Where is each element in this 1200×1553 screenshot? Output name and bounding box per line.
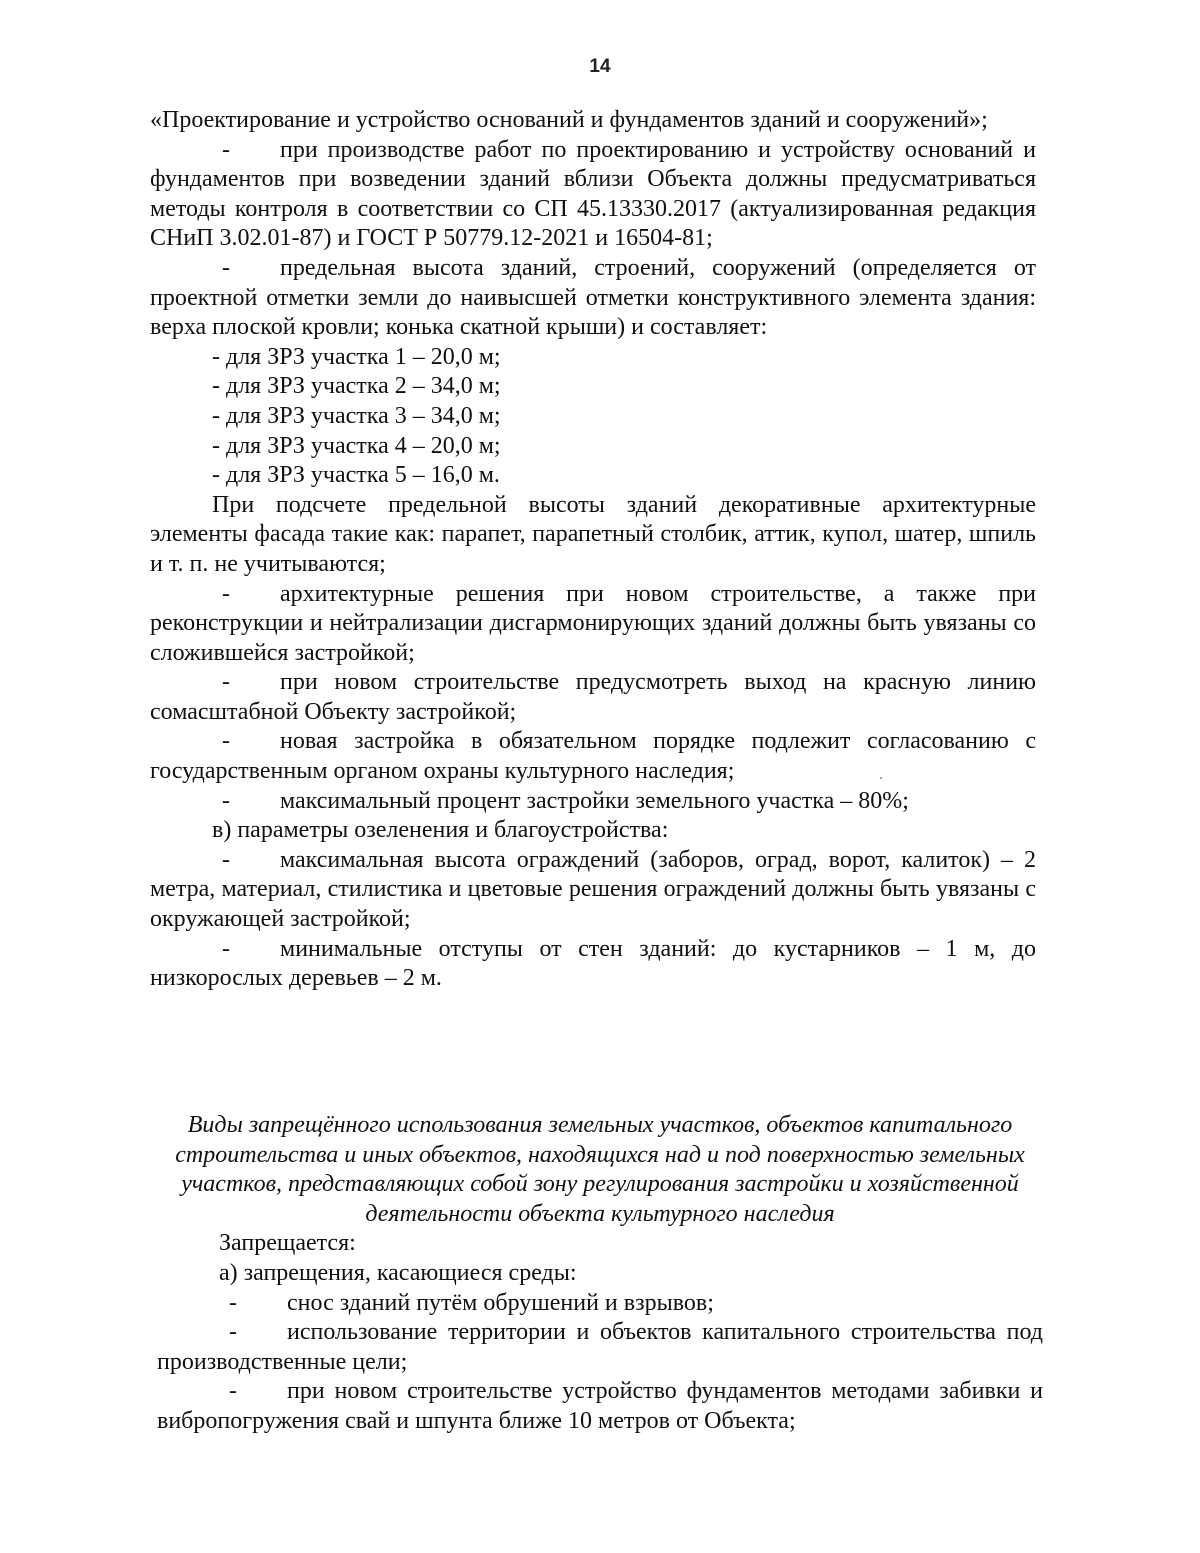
height-zone-5: - для ЗРЗ участка 5 – 16,0 м. — [212, 462, 500, 489]
dash-marker: - — [222, 669, 230, 696]
section-heading: Виды запрещённого использования земельных участков, объектов капитального строительства и иных объектов, находящихся над и под поверхностью земельных участков, представляющих собой зону регулирования застройки и хозяйственной деятельности объекта культурного наследия — [175, 1112, 1025, 1227]
dash-marker: - — [222, 935, 230, 962]
list-item-text: при производстве работ по проектированию и устройству оснований и фундаментов при возведении зданий вблизи Объекта должны предусматриваться методы контроля в соответствии со СП 45.13330.2017 (актуализированная редакция СНиП 3.02.01-87) и ГОСТ Р 50779.12-2021 и 16504-81; — [150, 136, 1036, 252]
list-item-text: при новом строительстве устройство фундаментов методами забивки и вибропогружения свай и шпунта ближе 10 метров от Объекта; — [157, 1378, 1043, 1434]
dash-marker: - — [222, 846, 230, 873]
paragraph-landscaping-heading: в) параметры озеленения и благоустройства: — [212, 817, 669, 844]
height-zone-3: - для ЗРЗ участка 3 – 34,0 м; — [212, 402, 501, 429]
prohibited-uses-section — [157, 1093, 1043, 1437]
list-item-text: минимальные отступы от стен зданий: до кустарников – 1 м, до низкорослых деревьев – 2 м. — [150, 935, 1036, 992]
height-zone-2: - для ЗРЗ участка 2 – 34,0 м; — [212, 373, 501, 400]
list-item-industrial-use — [157, 1318, 1043, 1377]
height-zone-1: - для ЗРЗ участка 1 – 20,0 м; — [212, 343, 501, 370]
dash-marker: - — [222, 728, 230, 755]
dash-marker: - — [229, 1378, 237, 1405]
list-item-pile-driving — [157, 1377, 1043, 1436]
list-item-architectural-solutions — [150, 580, 1036, 669]
list-item-fence-height — [150, 846, 1036, 935]
document-body — [150, 106, 1036, 994]
paragraph-height-calculation: При подсчете предельной высоты зданий декоративные архитектурные элементы фасада такие как: парапет, парапетный столбик, аттик, купол, шатер, шпиль и т. п. не учитываются; — [150, 491, 1036, 577]
height-zone-4: - для ЗРЗ участка 4 – 20,0 м; — [212, 432, 501, 459]
list-item-text: максимальная высота ограждений (заборов, оград, ворот, калиток) – 2 метра, материал, стилистика и цветовые решения ограждений должны быть увязаны с окружающей застройкой; — [150, 846, 1036, 933]
list-item-demolition — [157, 1289, 1043, 1319]
dash-marker: - — [229, 1319, 237, 1346]
list-item-text: использование территории и объектов капитального строительства под производственные цели; — [157, 1319, 1043, 1375]
list-item-text: предельная высота зданий, строений, сооружений (определяется от проектной отметки земли до наивысшей отметки конструктивного элемента здания: верха плоской кровли; конька скатной крыши) и составляет: — [150, 254, 1036, 341]
dash-marker: - — [222, 254, 230, 281]
list-item-foundation-control — [150, 136, 1036, 254]
paragraph-standard-title: «Проектирование и устройство оснований и фундаментов зданий и сооружений»; — [150, 107, 988, 133]
list-item-approval — [150, 727, 1036, 786]
dash-marker: - — [222, 787, 230, 814]
paragraph-prohibited-intro: Запрещается: — [219, 1230, 356, 1257]
scan-speck — [880, 777, 882, 779]
list-item-max-coverage — [150, 787, 1036, 817]
list-item-text: новая застройка в обязательном порядке подлежит согласованию с государственным органом охраны культурного наследия; — [150, 728, 1036, 785]
list-item-setbacks — [150, 935, 1036, 994]
paragraph-environment-restrictions: а) запрещения, касающиеся среды: — [219, 1259, 577, 1286]
list-item-text: при новом строительстве предусмотреть выход на красную линию сомасштабной Объекту застройкой; — [150, 669, 1036, 725]
list-item-text: архитектурные решения при новом строительстве, а также при реконструкции и нейтрализации дисгармонирующих зданий должны быть увязаны со сложившейся застройкой; — [150, 580, 1036, 666]
list-item-red-line — [150, 668, 1036, 727]
dash-marker: - — [222, 136, 230, 163]
list-item-text: максимальный процент застройки земельного участка – 80%; — [280, 787, 909, 814]
list-item-text: снос зданий путём обрушений и взрывов; — [287, 1289, 714, 1316]
dash-marker: - — [229, 1289, 237, 1316]
list-item-height-limit — [150, 254, 1036, 343]
dash-marker: - — [222, 580, 230, 607]
page-number: 14 — [589, 56, 611, 77]
